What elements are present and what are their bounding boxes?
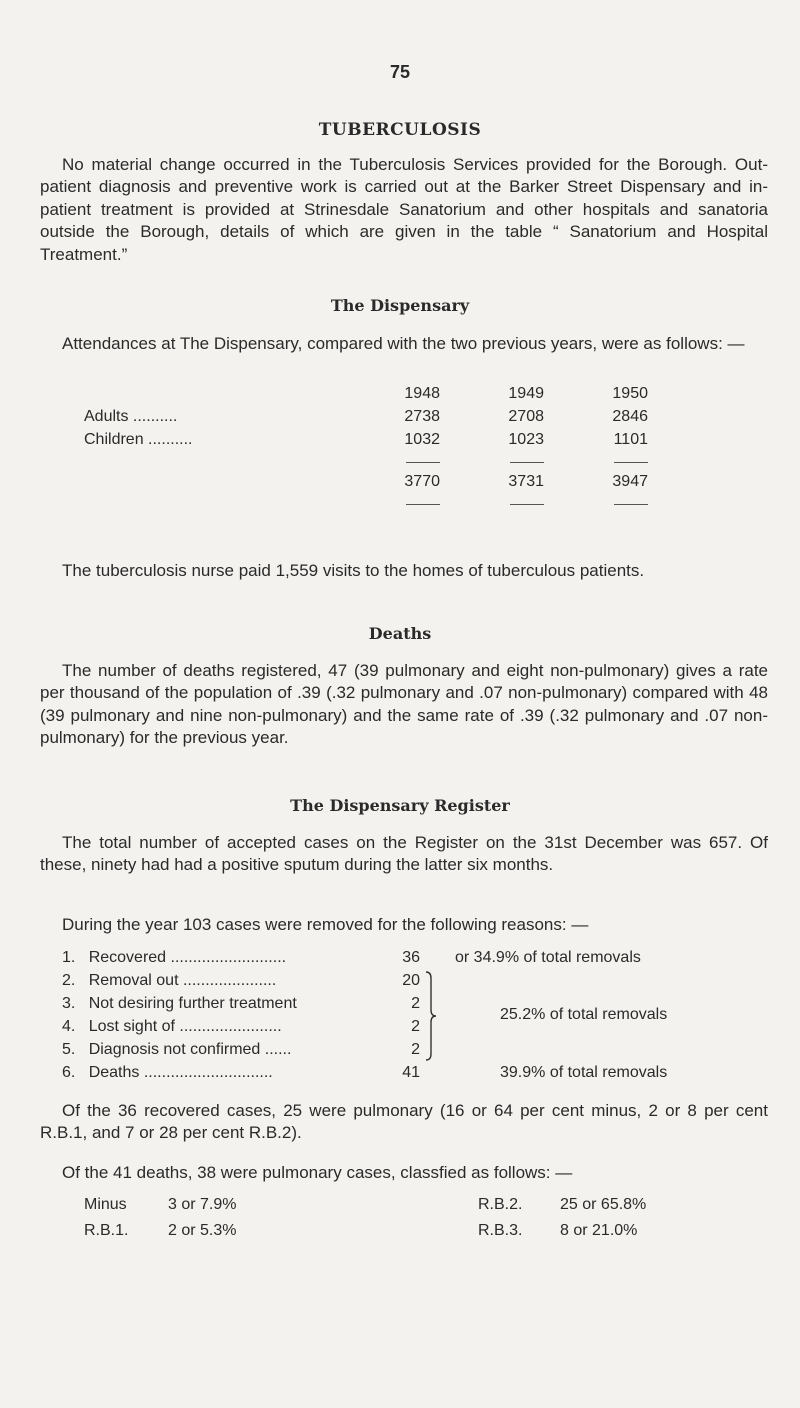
list-item: 5. Diagnosis not confirmed ...... — [62, 1041, 292, 1058]
class-value: 2 or 5.3% — [168, 1222, 237, 1239]
class-label: Minus — [84, 1196, 127, 1213]
register-paragraph: The total number of accepted cases on the Register on the 31st December was 657. Of these, ninety had had a positive sputum during the latter six months. — [40, 833, 768, 875]
table-cell: 2708 — [508, 408, 544, 425]
table-cell: 1032 — [404, 431, 440, 448]
row-label-adults: Adults .......... — [84, 408, 178, 425]
class-label: R.B.3. — [478, 1222, 523, 1239]
deaths-classification-intro: Of the 41 deaths, 38 were pulmonary cases, classfied as follows: — — [62, 1163, 573, 1182]
total-cell: 3731 — [508, 473, 544, 490]
pct-recovered: or 34.9% of total removals — [455, 949, 641, 966]
total-rule — [614, 462, 648, 463]
class-label: R.B.1. — [84, 1222, 129, 1239]
class-label: R.B.2. — [478, 1196, 523, 1213]
class-value: 3 or 7.9% — [168, 1196, 237, 1213]
list-value: 36 — [402, 949, 420, 966]
list-value: 2 — [411, 995, 420, 1012]
right-brace — [424, 970, 438, 1062]
total-cell: 3770 — [404, 473, 440, 490]
total-rule — [614, 504, 648, 505]
total-cell: 3947 — [612, 473, 648, 490]
year-header: 1950 — [612, 385, 648, 402]
nurse-visits-paragraph: The tuberculosis nurse paid 1,559 visits to the homes of tuberculous patients. — [62, 561, 645, 580]
table-cell: 1101 — [613, 431, 648, 448]
list-value: 20 — [402, 972, 420, 989]
removed-intro: During the year 103 cases were removed for the following reasons: — — [62, 915, 589, 934]
class-value: 25 or 65.8% — [560, 1196, 647, 1213]
dispensary-heading: The Dispensary — [330, 296, 470, 315]
table-cell: 2846 — [612, 408, 648, 425]
list-value: 41 — [402, 1064, 420, 1081]
list-item: 1. Recovered .......................... — [62, 949, 287, 966]
list-item: 4. Lost sight of ....................... — [62, 1018, 282, 1035]
year-header: 1948 — [404, 385, 440, 402]
pct-group: 25.2% of total removals — [500, 1006, 668, 1023]
deaths-paragraph: The number of deaths registered, 47 (39 pulmonary and eight non-pulmonary) gives a rate per thousand of the population of .39 (.32 pulmonary and .07 non-pulmonary) compared with 48 (39 pulmonary and nine non-pulmonary) and the same rate of .39 (.32 pulmonary and .07 non-pulmonary) for the previous year. — [40, 661, 768, 748]
page-title: TUBERCULOSIS — [318, 120, 482, 140]
total-rule — [510, 462, 544, 463]
table-cell: 2738 — [404, 408, 440, 425]
recovered-note: Of the 36 recovered cases, 25 were pulmonary (16 or 64 per cent minus, 2 or 8 per cent R.B.1, and 7 or 28 per cent R.B.2). — [40, 1101, 768, 1143]
dispensary-intro: Attendances at The Dispensary, compared with the two previous years, were as follows: — — [62, 334, 745, 353]
total-rule — [510, 504, 544, 505]
deaths-heading: Deaths — [368, 624, 432, 643]
class-value: 8 or 21.0% — [560, 1222, 638, 1239]
list-value: 2 — [411, 1041, 420, 1058]
register-heading: The Dispensary Register — [290, 796, 510, 815]
page-number: 75 — [389, 62, 411, 82]
year-header: 1949 — [508, 385, 544, 402]
table-cell: 1023 — [508, 431, 544, 448]
list-item: 3. Not desiring further treatment — [62, 995, 297, 1012]
total-rule — [406, 462, 440, 463]
list-item: 2. Removal out ..................... — [62, 972, 277, 989]
total-rule — [406, 504, 440, 505]
pct-deaths: 39.9% of total removals — [500, 1064, 668, 1081]
row-label-children: Children .......... — [84, 431, 193, 448]
intro-paragraph: No material change occurred in the Tuberculosis Services provided for the Borough. Out-patient diagnosis and preventive work is carried out at the Barker Street Dispensary and in-patient treatment is provided at Strinesdale Sanatorium and other hospitals and sanatoria outside the Borough, details of which are given in the table “ Sanatorium and Hospital Treatment.” — [40, 155, 768, 264]
list-value: 2 — [411, 1018, 420, 1035]
list-item: 6. Deaths ............................. — [62, 1064, 273, 1081]
